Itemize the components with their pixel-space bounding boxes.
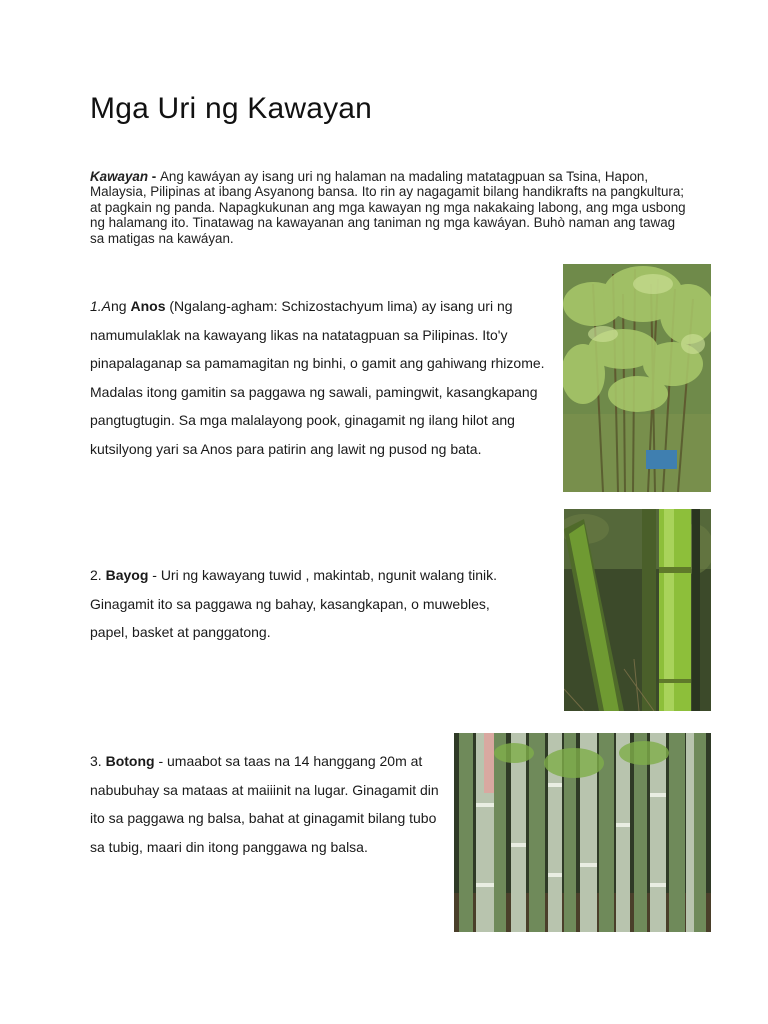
item-prefix: ng [111,298,131,314]
page-title: Mga Uri ng Kawayan [90,92,373,125]
bamboo-type-anos [90,292,560,464]
bamboo-type-botong [90,747,445,861]
item-name: Anos [130,298,166,314]
intro-term: Kawayan [90,169,149,184]
intro-text: Ang kawáyan ay isang uri ng halaman na madaling matatagpuan sa Tsina, Hapon, Malaysia, Pilipinas at ibang Asyanong bansa. Ito rin ay nagagamit bilang handikrafts na pangkultura; at pagkain ng panda. Napagkukunan ang mga kawayan ng mga nakakaing labong, ang mga usbong ng halamang ito. Tinatawag na kawayanan ang taniman ng mga kawáyan. Buhò naman ang tawag sa matigas na kawáyan. [90,169,686,246]
item-text: (Ngalang-agham: Schizostachyum lima) ay isang uri ng namumulaklak na kawayang likas na natatagpuan sa Pilipinas. Ito'y pinapalaganap sa pamamagitan ng binhi, o gamit ang gahiwang rhizome. Madalas itong gamitin sa paggawa ng sawali, pamingwit, kasangkapang pangtugtugin. Sa mga malalayong pook, ginagamit ng ilang hilot ang kutsilyong yari sa Anos para patirin ang lawit ng pusod ng bata. [90,298,545,457]
intro-dash: - [148,169,160,184]
item-text: - umaabot sa taas na 14 hanggang 20m at nabubuhay sa mataas at maiiinit na lugar. Ginagamit din ito sa paggawa ng balsa, bahat at ginagamit bilang tubo sa tubig, maari din itong panggawa ng balsa. [90,753,439,855]
bamboo-type-bayog [90,561,530,647]
item-text: - Uri ng kawayang tuwid , makintab, ngunit walang tinik. Ginagamit ito sa paggawa ng bahay, kasangkapan, o muwebles, papel, basket at panggatong. [90,567,497,641]
bamboo-grove-photo [563,264,711,492]
item-number: 3. [90,753,106,769]
item-name: Botong [105,753,155,769]
item-name: Bayog [105,567,149,583]
bamboo-stalk-closeup-photo [564,509,711,711]
bamboo-culms-photo [454,733,711,932]
intro-paragraph [90,169,690,246]
item-number: 1.A [90,298,112,314]
item-number: 2. [90,567,106,583]
